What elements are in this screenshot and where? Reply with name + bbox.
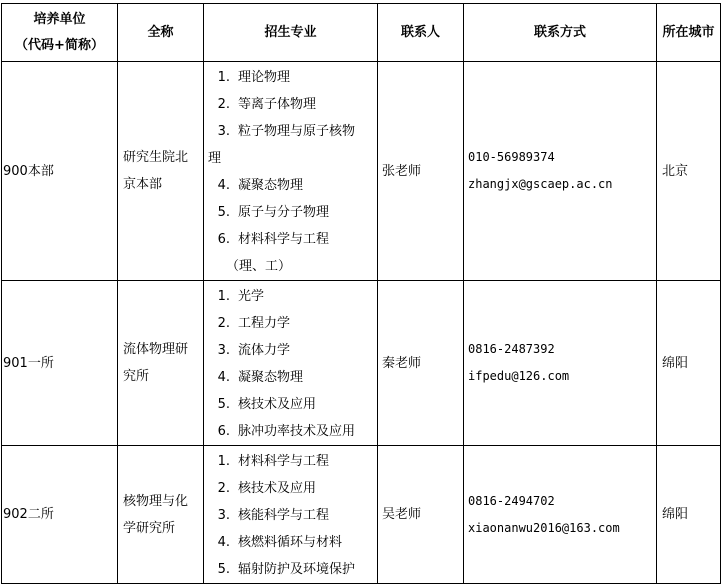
- full-name-cell: 研究生院北京本部: [118, 62, 204, 281]
- major-number: 3.: [217, 508, 230, 523]
- majors-cell: [204, 281, 378, 446]
- major-name: 凝聚态物理: [238, 370, 304, 385]
- header-row: [2, 4, 721, 62]
- major-number: 3.: [217, 343, 230, 358]
- major-number: 2.: [217, 97, 230, 112]
- header-unit: [2, 4, 118, 62]
- majors-cell: [204, 62, 378, 281]
- major-name: 材料科学与工程: [238, 232, 330, 247]
- major-item: [208, 529, 375, 556]
- major-name: 粒子物理与原子核物: [238, 124, 356, 139]
- major-number: 6.: [217, 232, 230, 247]
- email-text: zhangjx@gscaep.ac.cn: [468, 177, 613, 191]
- contact-cell: 秦老师: [378, 281, 464, 446]
- major-item: [208, 64, 375, 91]
- major-name: 原子与分子物理: [238, 205, 330, 220]
- unit-cell: 900本部: [2, 62, 118, 281]
- major-number: 4.: [217, 178, 230, 193]
- major-name: 核技术及应用: [238, 397, 317, 412]
- table-row: [2, 281, 721, 446]
- city-cell: 北京: [657, 62, 721, 281]
- major-item: [208, 283, 375, 310]
- city-cell: 绵阳: [657, 281, 721, 446]
- major-name-continued: （理、工）: [226, 259, 292, 274]
- major-number: 4.: [217, 535, 230, 550]
- major-item: [208, 172, 375, 199]
- major-item: [208, 502, 375, 529]
- contact-info-cell: [464, 446, 657, 584]
- contact-info-cell: [464, 62, 657, 281]
- major-name: 辐射防护及环境保护: [238, 562, 356, 577]
- major-name: 核燃料循环与材料: [238, 535, 343, 550]
- header-full-name: 全称: [118, 4, 204, 62]
- major-item: [208, 226, 375, 253]
- major-number: 2.: [217, 481, 230, 496]
- major-item: [208, 475, 375, 502]
- major-name: 核技术及应用: [238, 481, 317, 496]
- contact-info-cell: [464, 281, 657, 446]
- admissions-table: [1, 3, 721, 584]
- contact-cell: 张老师: [378, 62, 464, 281]
- unit-cell: 902二所: [2, 446, 118, 584]
- major-number: 2.: [217, 316, 230, 331]
- table-row: [2, 446, 721, 584]
- major-name: 工程力学: [238, 316, 291, 331]
- major-name: 等离子体物理: [238, 97, 317, 112]
- major-item: [208, 418, 375, 445]
- full-name-cell: 流体物理研究所: [118, 281, 204, 446]
- major-number: 6.: [217, 424, 230, 439]
- major-item: [208, 448, 375, 475]
- header-contact-info: 联系方式: [464, 4, 657, 62]
- header-majors: 招生专业: [204, 4, 378, 62]
- major-item: [208, 556, 375, 583]
- major-item: [208, 91, 375, 118]
- major-name: 理论物理: [238, 70, 291, 85]
- city-cell: 绵阳: [657, 446, 721, 584]
- major-name: 材料科学与工程: [238, 454, 330, 469]
- phone-text: 010-56989374: [468, 150, 555, 164]
- major-name: 凝聚态物理: [238, 178, 304, 193]
- major-name: 光学: [238, 289, 265, 304]
- unit-cell: 901一所: [2, 281, 118, 446]
- major-number: 5.: [217, 397, 230, 412]
- header-unit-label: 培养单位: [33, 11, 86, 27]
- header-city: 所在城市: [657, 4, 721, 62]
- major-item: [208, 391, 375, 418]
- major-item: [208, 337, 375, 364]
- phone-text: 0816-2494702: [468, 493, 555, 508]
- major-number: 1.: [217, 454, 230, 469]
- header-unit-sublabel: （代码+简称）: [15, 37, 104, 53]
- major-number: 1.: [217, 289, 230, 304]
- contact-cell: 吴老师: [378, 446, 464, 584]
- major-number: 5.: [217, 205, 230, 220]
- majors-cell: [204, 446, 378, 584]
- table-row: [2, 62, 721, 281]
- phone-text: 0816-2487392: [468, 342, 555, 356]
- major-item: [208, 199, 375, 226]
- email-text: ifpedu@126.com: [468, 369, 570, 383]
- major-name: 脉冲功率技术及应用: [238, 424, 356, 439]
- major-number: 3.: [217, 124, 230, 139]
- major-item: [208, 118, 375, 145]
- major-name-continued: 理: [208, 151, 222, 166]
- major-name: 流体力学: [238, 343, 291, 358]
- full-name-cell: 核物理与化学研究所: [118, 446, 204, 584]
- major-number: 1.: [217, 70, 230, 85]
- header-contact: 联系人: [378, 4, 464, 62]
- email-text: xiaonanwu2016@163.com: [468, 520, 620, 535]
- major-item: [208, 364, 375, 391]
- major-item: [208, 310, 375, 337]
- major-number: 4.: [217, 370, 230, 385]
- major-number: 5.: [217, 562, 230, 577]
- major-name: 核能科学与工程: [238, 508, 330, 523]
